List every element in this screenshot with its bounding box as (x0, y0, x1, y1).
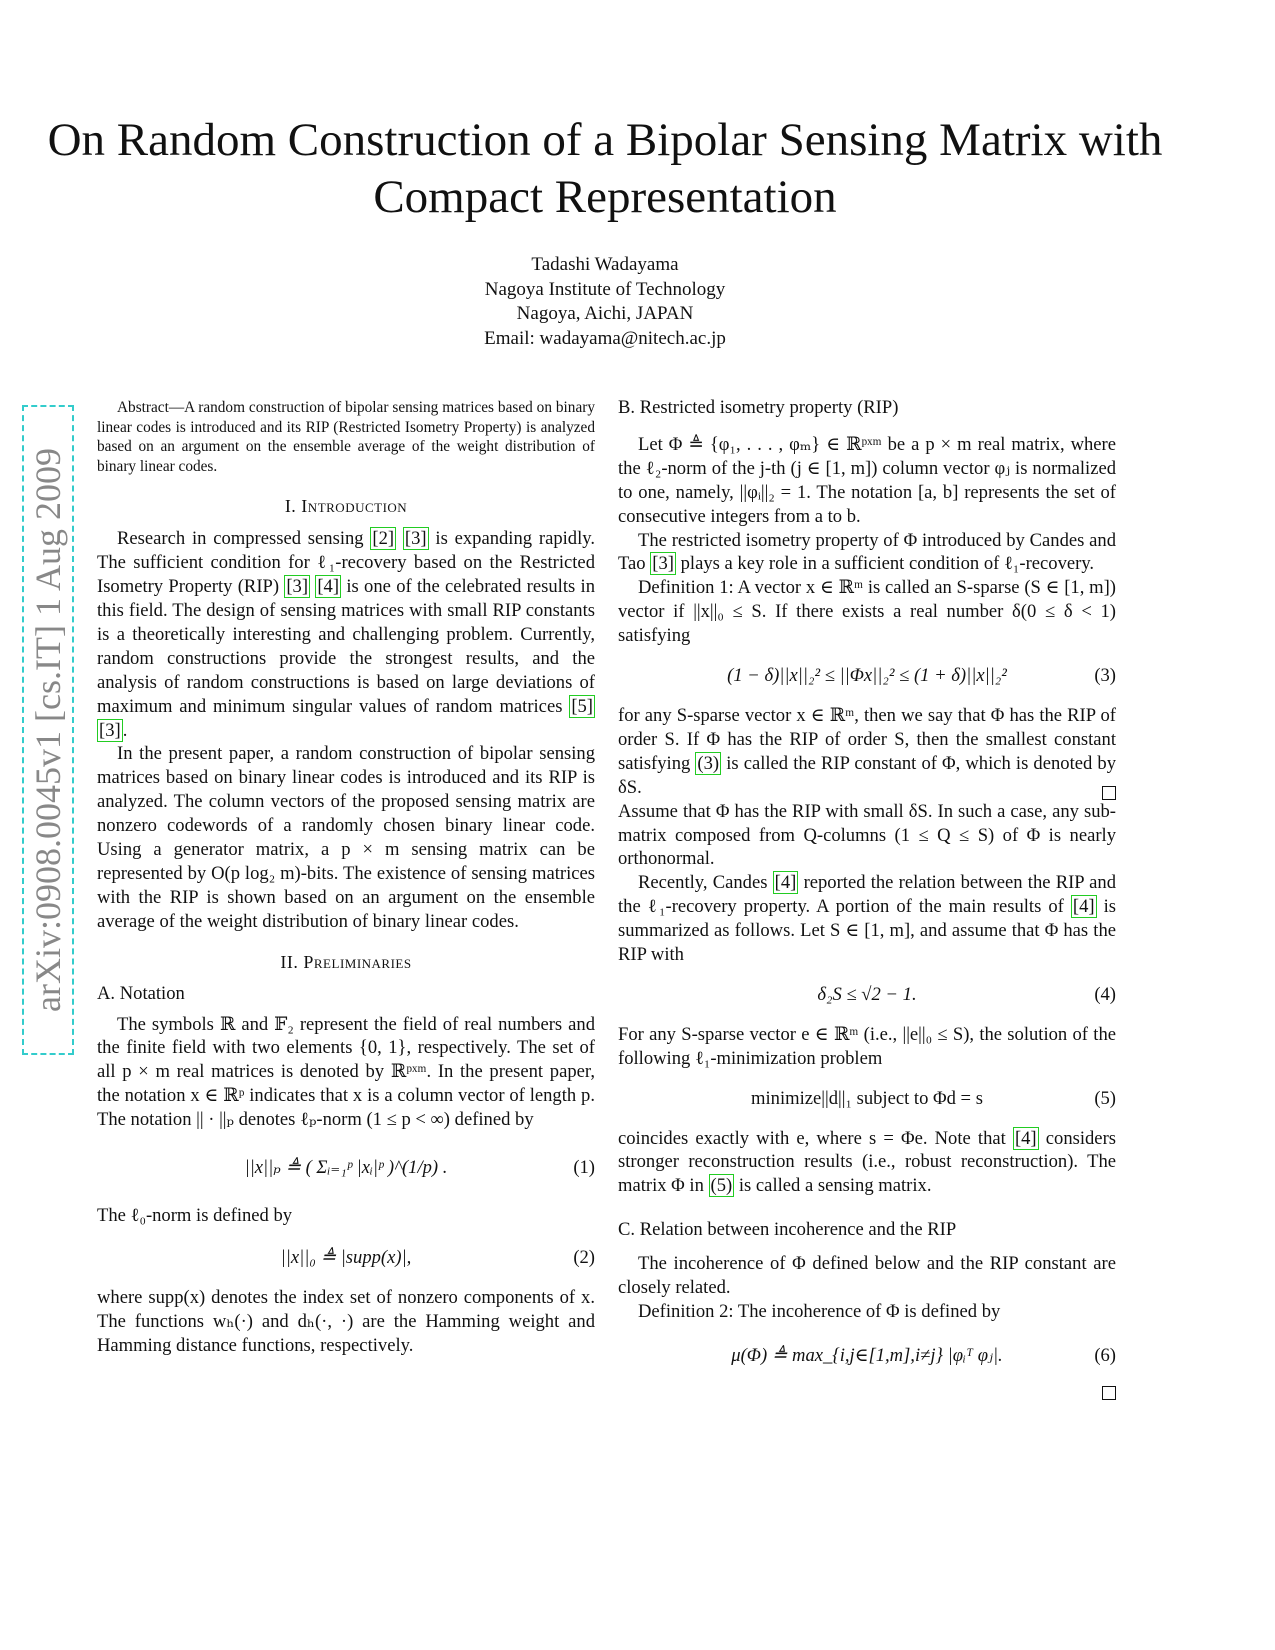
equation-4 (618, 983, 1116, 1007)
citation-link[interactable]: [3] (404, 528, 427, 550)
equation-1 (97, 1156, 595, 1180)
citation-link[interactable]: [4] (317, 576, 340, 598)
equation-body: ||x||ₚ ≜ ( Σᵢ₌₁ᵖ |xᵢ|ᵖ )^(1/p) . (244, 1157, 448, 1179)
qed-box-icon (1102, 786, 1116, 800)
citation-link[interactable]: [4] (1014, 1127, 1037, 1149)
equation-5 (618, 1087, 1116, 1111)
equation-body: δ₂S ≤ √2 − 1. (817, 983, 917, 1005)
equation-body: (1 − δ)||x||₂² ≤ ||Φx||₂² ≤ (1 + δ)||x||₂² (727, 665, 1007, 687)
equation-body: μ(Φ) ≜ max_{i,j∈[1,m],i≠j} |φᵢᵀ φⱼ|. (731, 1344, 1003, 1366)
paper-title: On Random Construction of a Bipolar Sensing Matrix with Compact Representation (47, 114, 1163, 223)
paragraph: For any S-sparse vector e ∈ ℝᵐ (i.e., ||e||₀ ≤ S), the solution of the following ℓ₁-minimization problem (618, 1023, 1116, 1069)
section-heading-introduction: I. Introduction (284, 496, 408, 517)
equation-number: (2) (573, 1246, 595, 1268)
citation-link[interactable]: [3] (99, 719, 121, 741)
citation-link[interactable]: (3) (697, 752, 720, 774)
equation-number: (4) (1094, 983, 1116, 1005)
paragraph: In the present paper, a random construction of bipolar sensing matrices based on binary linear codes is introduced and its RIP is analyzed. The column vectors of the proposed sensing matrix are nonzero codewords of a randomly chosen binary linear code. Using a generator matrix, a p × m sensing matrix can be represented by O(p log₂ m)-bits. The existence of sensing matrices with the RIP is shown based on an argument on the ensemble average of the weight distribution of binary linear codes. (97, 743, 595, 932)
citation-link[interactable]: [3] (286, 576, 309, 598)
paragraph: coincides exactly with e, where s = Φe. Note that [4] considers stronger reconstruction results (i.e., robust reconstruction). The matrix Φ in (5) is called a sensing matrix. (618, 1127, 1116, 1197)
paragraph: The restricted isometry property of Φ introduced by Candes and Tao [3] plays a key role in a sufficient condition of ℓ₁-recovery. (618, 529, 1116, 575)
paragraph: Assume that Φ has the RIP with small δS. In such a case, any sub-matrix composed from Q-columns (1 ≤ Q ≤ S) of Φ is nearly orthonormal. (618, 800, 1116, 870)
subsection-heading: B. Restricted isometry property (RIP) (618, 397, 899, 418)
equation-number: (5) (1094, 1087, 1116, 1109)
paragraph: Research in compressed sensing [2] [3] is expanding rapidly. The sufficient condition for ℓ₁-recovery based on the Restricted Isometry Property (RIP) [3] [4] is one of the celebrated results in this field. The design of sensing matrices with small RIP constants is a theoretically interesting and challenging problem. Currently, random constructions provide the strongest results, and the analysis of random constructions is based on large deviations of maximum and minimum singular values of random matrices [5] [3] . (97, 528, 595, 741)
citation-link[interactable]: [3] (652, 553, 674, 575)
equation-number: (6) (1094, 1344, 1116, 1366)
subsection-heading: C. Relation between incoherence and the RIP (618, 1219, 957, 1241)
definition-1: Definition 1: A vector x ∈ ℝᵐ is called an S-sparse (S ∈ [1, m]) vector if ||x||₀ ≤ S. If there exists a real number δ(0 ≤ δ < 1) satisfying (618, 577, 1116, 647)
citation-link[interactable]: [2] (372, 528, 395, 550)
paragraph: Recently, Candes [4] reported the relation between the RIP and the ℓ₁-recovery property. A portion of the main results of [4] is summarized as follows. Let S ∈ [1, m], and assume that Φ has the RIP with (618, 872, 1116, 966)
author-block (0, 253, 1210, 351)
definition-2: Definition 2: The incoherence of Φ is defined by (638, 1301, 1001, 1322)
equation-number: (1) (573, 1157, 595, 1179)
equation-number: (3) (1094, 665, 1116, 687)
equation-body: minimize||d||₁ subject to Φd = s (751, 1087, 983, 1109)
equation-2 (97, 1246, 595, 1270)
subsection-heading: A. Notation (97, 982, 185, 1004)
qed-row (618, 1376, 1116, 1400)
equation-6 (618, 1344, 1116, 1368)
left-column (97, 398, 595, 1357)
paragraph: Let Φ ≜ {φ₁, . . . , φₘ} ∈ ℝᵖˣᵐ be a p × m real matrix, where the ℓ₂-norm of the j-th (j ∈ [1, m]) column vector φⱼ is normalized to one, namely, ||φᵢ||₂ = 1. The notation [a, b] represents the set of consecutive integers from a to b. (618, 433, 1116, 527)
paragraph: The ℓ₀-norm is defined by (97, 1204, 293, 1226)
right-column (618, 396, 1116, 1400)
paragraph: The symbols ℝ and 𝔽₂ represent the field of real numbers and the finite field with two elements {0, 1}, respectively. The set of all p × m real matrices is denoted by ℝᵖˣᵐ. In the present paper, the notation x ∈ ℝᵖ indicates that x is a column vector of length p. The notation || · ||ₚ denotes ℓₚ-norm (1 ≤ p < ∞) defined by (97, 1013, 595, 1131)
citation-link[interactable]: [4] (774, 872, 797, 894)
citation-link[interactable]: [5] (571, 695, 593, 717)
equation-3 (618, 664, 1116, 688)
equation-body: ||x||₀ ≜ |supp(x)|, (280, 1246, 412, 1268)
qed-box-icon (1102, 1386, 1116, 1400)
arxiv-id: arXiv:0908.0045v1 [cs.IT] 1 Aug 2009 (28, 448, 68, 1012)
section-heading-preliminaries: II. Preliminaries (280, 951, 412, 972)
author-address: Nagoya, Aichi, JAPAN (516, 303, 694, 324)
author-affiliation: Nagoya Institute of Technology (484, 278, 726, 300)
author-name: Tadashi Wadayama (531, 254, 679, 275)
arxiv-stamp[interactable] (22, 405, 74, 1055)
author-email: Email: wadayama@nitech.ac.jp (484, 327, 726, 349)
citation-link[interactable]: [4] (1072, 896, 1095, 918)
paragraph: where supp(x) denotes the index set of nonzero components of x. The functions wₕ(·) and dₕ(·, ·) are the Hamming weight and Hamming distance functions, respectively. (97, 1286, 595, 1356)
abstract: Abstract—A random construction of bipolar sensing matrices based on binary linear codes is introduced and its RIP (Restricted Isometry Property) is analyzed based on an argument on the ensemble average of the weight distribution of binary linear codes. (97, 399, 595, 475)
paragraph: The incoherence of Φ defined below and the RIP constant are closely related. (618, 1253, 1116, 1299)
citation-link[interactable]: (5) (710, 1175, 733, 1197)
paragraph: for any S-sparse vector x ∈ ℝᵐ, then we say that Φ has the RIP of order S. If Φ has the RIP of order S, then the smallest constant satisfying (3) is called the RIP constant of Φ, which is denoted by δS. (618, 704, 1116, 798)
